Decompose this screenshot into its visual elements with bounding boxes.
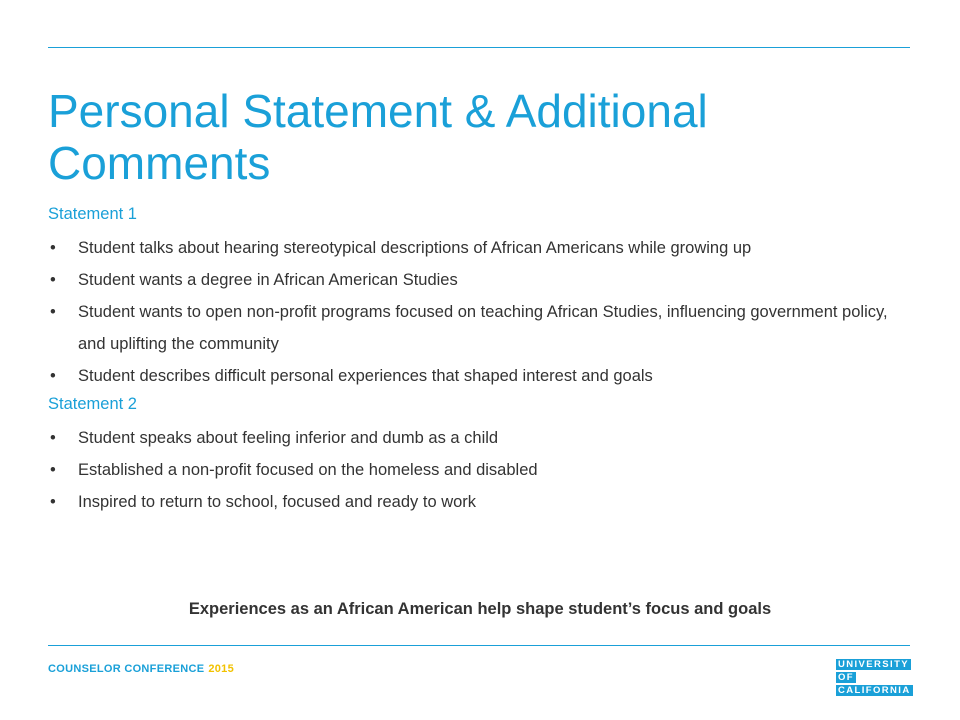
list-item-text: Inspired to return to school, focused and ready to work (78, 493, 477, 511)
statement-1-list (48, 232, 908, 392)
statement-2-list (48, 422, 908, 518)
bullet-icon: • (50, 367, 56, 385)
list-item-text: Student speaks about feeling inferior and dumb as a child (78, 429, 499, 447)
bullet-icon: • (50, 461, 56, 479)
slide-content (48, 202, 908, 518)
list-item-text: Student wants a degree in African American Studies (78, 271, 458, 289)
logo-line-california: CALIFORNIA (838, 685, 911, 696)
conclusion-text: Experiences as an African American help shape student’s focus and goals (188, 600, 772, 618)
list-item-text: Student talks about hearing stereotypical descriptions of African Americans while growing up (78, 239, 752, 257)
section-heading-statement-2: Statement 2 (48, 395, 137, 413)
section-heading-statement-1: Statement 1 (48, 205, 137, 223)
list-item (48, 454, 908, 486)
bullet-icon: • (50, 239, 56, 257)
conference-year: 2015 (208, 663, 235, 675)
bottom-divider (48, 645, 910, 646)
conference-name: COUNSELOR CONFERENCE (48, 663, 205, 675)
bullet-icon: • (50, 271, 56, 289)
bullet-icon: • (50, 303, 56, 321)
list-item-text: Established a non-profit focused on the homeless and disabled (78, 461, 538, 479)
list-item (48, 296, 908, 360)
footer-label (48, 663, 234, 675)
list-item-text: Student wants to open non-profit programs focused on teaching African Studies, influencing government policy, and uplifting the community (78, 303, 888, 353)
list-item (48, 264, 908, 296)
bullet-icon: • (50, 493, 56, 511)
list-item-text: Student describes difficult personal experiences that shaped interest and goals (78, 367, 653, 385)
slide-title: Personal Statement & Additional Comments (48, 84, 708, 189)
logo-line-of: OF (838, 672, 854, 683)
logo-line-university: UNIVERSITY (838, 659, 910, 670)
list-item (48, 232, 908, 264)
list-item (48, 486, 908, 518)
university-of-california-logo (836, 659, 911, 696)
list-item (48, 422, 908, 454)
top-divider (48, 47, 910, 48)
list-item (48, 360, 908, 392)
bullet-icon: • (50, 429, 56, 447)
